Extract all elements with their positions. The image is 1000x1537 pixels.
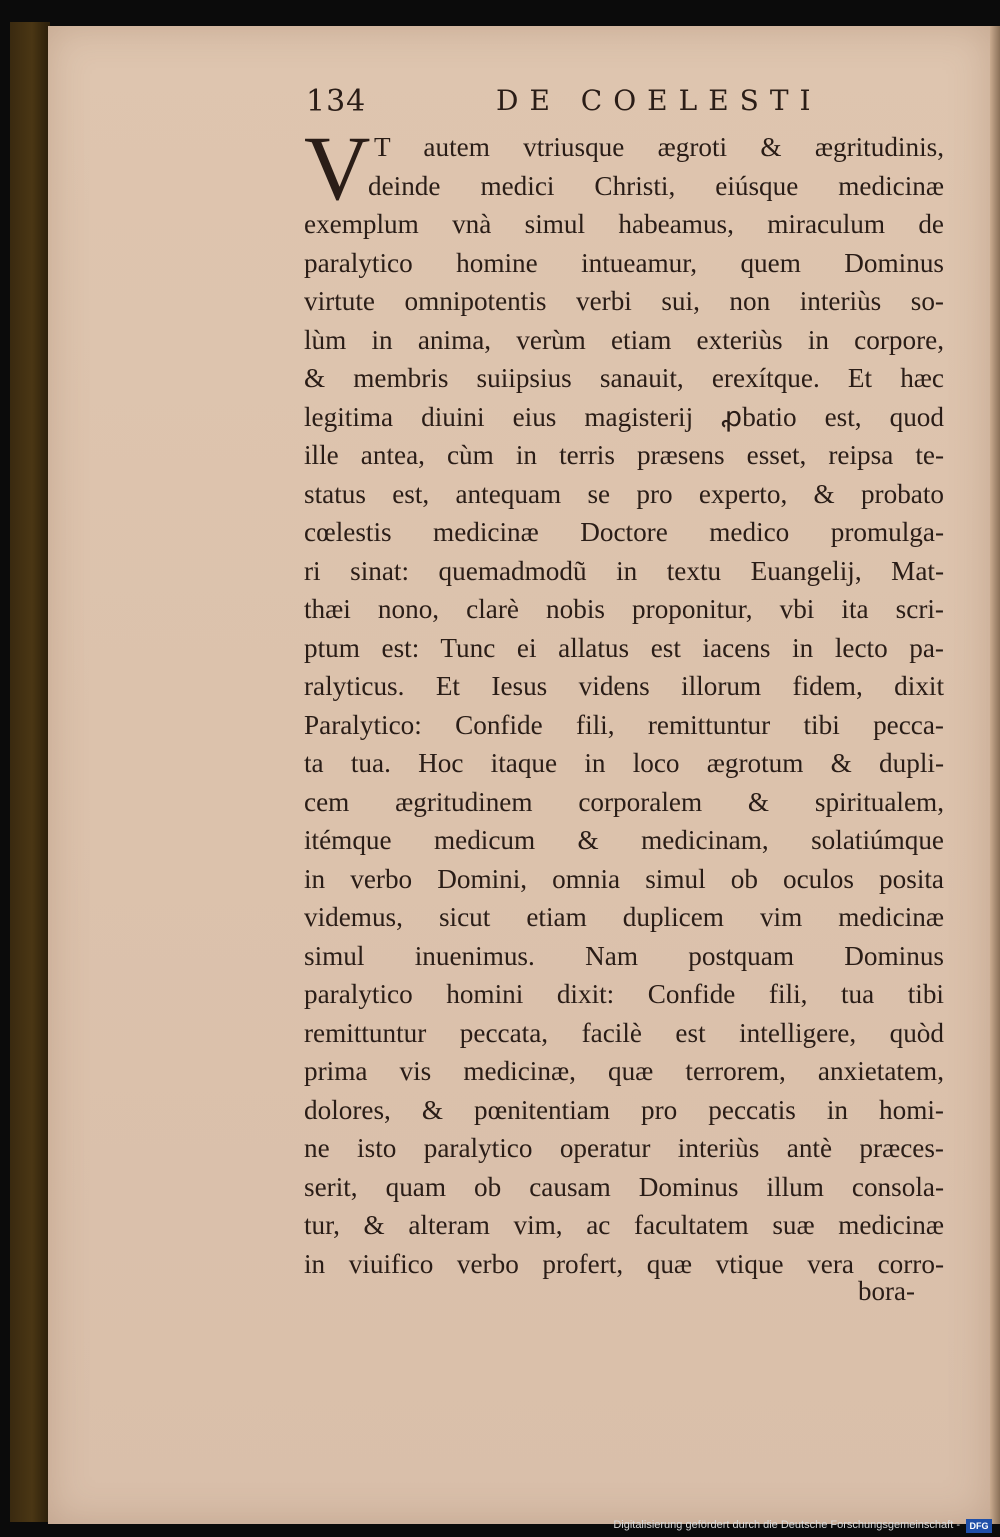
text-line: prima vis medicinæ, quæ terrorem, anxietatem, xyxy=(304,1056,944,1086)
text-line: lùm in anima, verùm etiam exteriùs in corpore, xyxy=(304,324,944,355)
text-line: ille antea, cùm in terris præsens esset, reipsa te- xyxy=(304,440,944,470)
text-line: T autem vtriusque ægroti & ægritudinis, xyxy=(374,132,944,162)
digitization-credit: Digitalisierung gefördert durch die Deutsche Forschungsgemeinschaft - xyxy=(613,1519,960,1531)
drop-cap: V xyxy=(304,117,371,219)
text-line: ri sinat: quemadmodũ in textu Euangelij, Mat- xyxy=(304,555,944,586)
running-head: DE COELESTI xyxy=(496,84,822,117)
body-text xyxy=(304,128,944,1283)
text-line: ralyticus. Et Iesus videns illorum fidem, dixit xyxy=(304,671,944,701)
page-edge xyxy=(990,26,1000,1524)
text-line: remittuntur peccata, facilè est intelligere, quòd xyxy=(304,1017,944,1048)
text-line: status est, antequam se pro experto, & probato xyxy=(304,478,944,509)
text-line: simul inuenimus. Nam postquam Dominus xyxy=(304,940,944,971)
text-line: in verbo Domini, omnia simul ob oculos posita xyxy=(304,863,944,894)
text-line: paralytico homini dixit: Confide fili, tua tibi xyxy=(304,979,944,1009)
text-line: cem ægritudinem corporalem & spiritualem, xyxy=(304,786,944,817)
text-line: ne isto paralytico operatur interiùs antè præces- xyxy=(304,1133,944,1163)
text-line: itémque medicum & medicinam, solatiúmque xyxy=(304,825,944,855)
text-line: thæi nono, clarè nobis proponitur, vbi ita scri- xyxy=(304,594,944,624)
text-line: dolores, & pœnitentiam pro peccatis in homi- xyxy=(304,1094,944,1125)
text-line: legitima diuini eius magisterij ꝓbatio est, quod xyxy=(304,401,944,432)
text-line: virtute omnipotentis verbi sui, non interiùs so- xyxy=(304,286,944,316)
book-cover-edge xyxy=(10,22,50,1522)
page-number: 134 xyxy=(306,84,367,119)
text-line: serit, quam ob causam Dominus illum consola- xyxy=(304,1171,944,1202)
dfg-logo: DFG xyxy=(966,1519,992,1533)
text-line: ptum est: Tunc ei allatus est iacens in lecto pa- xyxy=(304,632,944,663)
text-line: exemplum vnà simul habeamus, miraculum de xyxy=(304,209,944,239)
text-line: videmus, sicut etiam duplicem vim medicinæ xyxy=(304,902,944,932)
text-line: in viuifico verbo profert, quæ vtique vera corro- xyxy=(304,1248,944,1279)
catchword: bora- xyxy=(858,1276,915,1306)
text-line: ta tua. Hoc itaque in loco ægrotum & dupli- xyxy=(304,748,944,778)
text-line: & membris suiipsius sanauit, erexítque. Et hæc xyxy=(304,363,944,393)
text-line: paralytico homine intueamur, quem Dominus xyxy=(304,247,944,278)
text-line: cœlestis medicinæ Doctore medico promulga- xyxy=(304,517,944,547)
text-line: Paralytico: Confide fili, remittuntur tibi pecca- xyxy=(304,709,944,740)
text-line: deinde medici Christi, eiúsque medicinæ xyxy=(368,170,944,201)
text-line: tur, & alteram vim, ac facultatem suæ medicinæ xyxy=(304,1210,944,1240)
